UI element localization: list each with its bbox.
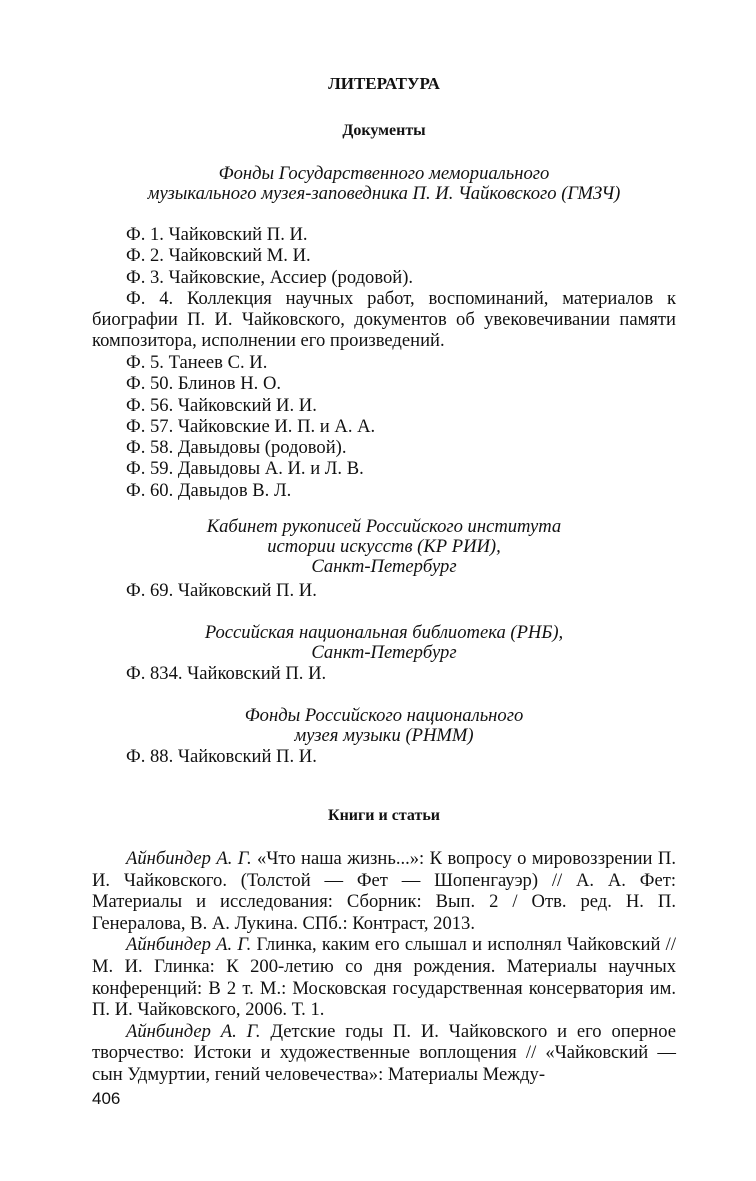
fond-item: Ф. 88. Чайковский П. И. [126,746,317,767]
archive-heading-gmzch [92,164,676,204]
fond-item: Ф. 57. Чайковские И. П. и А. А. [126,415,376,437]
archive-heading-rnb [92,623,676,663]
page-number: 406 [92,1089,121,1108]
archive-heading-kr-rii [92,517,676,577]
fond-item: Ф. 1. Чайковский П. И. [126,224,308,245]
bib-text: Детские годы П. И. Чайковского и его оперное творчество: Истоки и художественные воплощения // «Чайковский — сын Удмуртии, гений человечества»: Материалы Между- [92,1020,676,1085]
fond-list-rnmm [126,746,317,767]
fond-item: Ф. 59. Давыдовы А. И. и Л. В. [126,458,364,480]
fond-item: Ф. 3. Чайковские, Ассиер (родовой). [126,266,414,288]
fond-item: Ф. 56. Чайковский И. И. [126,394,317,416]
archive-heading-rnmm [92,706,676,746]
bibliography [92,848,676,1086]
fond-list-kr-rii [126,580,317,601]
archive-heading-line: музыкального музея-заповедника П. И. Чайковского (ГМЗЧ) [147,183,621,204]
archive-heading-line: Российская национальная библиотека (РНБ), [204,622,564,643]
fond-item-long [92,288,676,351]
archive-heading-line: Фонды Российского национального [244,705,524,726]
fond-item: Ф. 58. Давыдовы (родовой). [126,437,347,459]
fond-list-gmzch [126,224,413,288]
fond-item: Ф. 69. Чайковский П. И. [126,580,317,601]
fond-item: Ф. 834. Чайковский П. И. [126,663,327,684]
archive-heading-line: истории искусств (КР РИИ), [267,536,501,557]
archive-heading-line: Фонды Государственного мемориального [218,163,550,184]
fond-item: Ф. 2. Чайковский М. И. [126,245,311,267]
fond-item: Ф. 5. Танеев С. И. [126,352,268,373]
archive-heading-line: музея музыки (РНММ) [294,725,474,746]
books-heading: Книги и статьи [327,807,441,824]
bib-author: Айнбиндер А. Г. [126,934,252,956]
bib-author: Айнбиндер А. Г. [126,1020,261,1042]
fond-item-text: Ф. 4. Коллекция научных работ, воспоминаний, материалов к биографии П. И. Чайковского, документов об увековечивании памяти композитора, исполнении его произведений. [92,288,676,351]
archive-heading-line: Санкт-Петербург [311,642,457,663]
bib-entry [92,934,676,1020]
fond-list-rnb [126,663,326,684]
bib-author: Айнбиндер А. Г. [126,848,252,869]
archive-heading-line: Кабинет рукописей Российского института [206,516,562,537]
bib-text: Глинка, каким его слышал и исполнял Чайковский // М. И. Глинка: К 200-летию со дня рождения. Материалы научных конференций: В 2 т. М.: Московская государственная консерватория им. П. И. Чайковского, 2006. Т. 1. [92,934,676,1021]
fond-list-gmzch-2 [126,352,375,501]
documents-heading: Документы [342,122,426,139]
bib-entry [92,848,676,934]
bib-text: «Что наша жизнь...»: К вопросу о мировоззрении П. И. Чайковского. (Толстой — Фет — Шопенгауэр) // А. А. Фет: Материалы и исследования: Сборник: Вып. 2 / Отв. ред. Н. П. Генералова, В. А. Лукина. СПб.: Контраст, 2013. [92,848,676,934]
page-heading: ЛИТЕРАТУРА [328,74,440,93]
archive-heading-line: Санкт-Петербург [311,556,457,577]
bib-entry [92,1021,676,1086]
fond-item: Ф. 60. Давыдов В. Л. [126,479,292,501]
fond-item: Ф. 50. Блинов Н. О. [126,373,282,395]
